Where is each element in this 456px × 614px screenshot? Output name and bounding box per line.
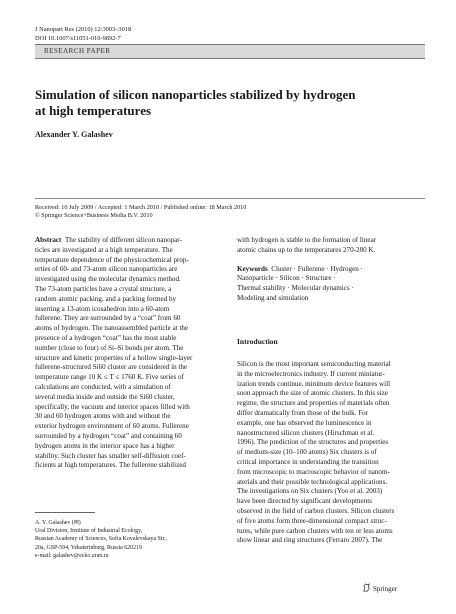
abstract-line: 30 and 60 hydrogen atoms with and without the bbox=[35, 412, 171, 421]
abstract-line: stability. Such cluster has smaller self-diffusion coef- bbox=[35, 451, 186, 460]
footnote-rule bbox=[35, 512, 95, 513]
abstract-line: fullerene-structured Si60 cluster are considered in the bbox=[35, 363, 188, 372]
intro-line: in the microelectronics industry. If current miniatur- bbox=[237, 369, 385, 378]
affiliation-line: Russian Academy of Sciences, Sofia Kovalevskaya Str., bbox=[35, 536, 168, 543]
journal-doi: DOI 10.1007/s11051-010-9892-7 bbox=[35, 34, 121, 42]
dates-top-rule bbox=[35, 198, 425, 199]
keywords-label: Keywords bbox=[237, 264, 268, 273]
intro-line: Silicon is the most important semiconducting material bbox=[237, 360, 391, 368]
title-line-2: at high temperatures bbox=[35, 102, 152, 118]
keywords-line: Nanoparticle · Silicon · Structure · bbox=[237, 274, 336, 283]
abstract-text: The stability of different silicon nanopar- bbox=[64, 236, 182, 244]
intro-line: have been directed by significant developments bbox=[237, 497, 372, 506]
intro-line: from microscopic to macroscopic behavior of nanom- bbox=[237, 467, 390, 476]
affiliation-line: Ural Division, Institute of Industrial Ecology, bbox=[35, 528, 143, 535]
abstract-line: specifically, the vacuum and interior spaces filled with bbox=[35, 402, 190, 411]
intro-line: ization trends continue, minimum device features will bbox=[237, 379, 391, 388]
abstract-line: temperature range 10 K ≤ T ≤ 1760 K. Five series of bbox=[35, 373, 184, 382]
abstract-line: surrounded by a hydrogen “coat” and containing 60 bbox=[35, 431, 182, 440]
abstract-line: erties of 60- and 73-atom silicon nanoparticles are bbox=[35, 265, 178, 274]
intro-line: 1996). The prediction of the structures and properties bbox=[237, 438, 389, 447]
introduction-body bbox=[237, 360, 425, 546]
abstract-line: exterior hydrogen environment of 60 atoms. Fullerene bbox=[35, 422, 189, 431]
journal-header bbox=[35, 26, 131, 43]
abstract-line: atoms of hydrogen. The nanoassembled particle at the bbox=[35, 324, 189, 333]
intro-line: show linear and ring structures (Ferraro 2007). The bbox=[237, 536, 383, 545]
intro-line: of five atoms form three-dimensional compact struc- bbox=[237, 516, 387, 525]
abstract-label: Abstract bbox=[35, 236, 62, 244]
publisher-mark bbox=[362, 583, 397, 593]
article-type-label: RESEARCH PAPER bbox=[44, 47, 111, 55]
intro-line: The investigations on Six clusters (Yoo et al. 2003) bbox=[237, 487, 383, 496]
corresponding-author: A. Y. Galashev (✉) bbox=[35, 520, 81, 526]
abstract-line: hydrogen atoms in the interior space has a higher bbox=[35, 441, 175, 450]
intro-line: observed in the field of carbon clusters. Silicon clusters bbox=[237, 506, 395, 515]
author-affiliation bbox=[35, 519, 167, 560]
abstract-line: random atomic packing, and a packing formed by bbox=[35, 294, 177, 303]
abstract-line: inserting a 13-atom icosahedron into a 60-atom bbox=[35, 304, 170, 313]
abstract-line: presence of a hydrogen “coat” has the most stable bbox=[35, 333, 177, 342]
author-email[interactable]: e-mail: galashev@ecko.uran.ru bbox=[35, 552, 109, 559]
intro-line: critical importance in understanding the transition bbox=[237, 457, 379, 466]
keywords-line: Thermal stability · Molecular dynamics · bbox=[237, 284, 354, 293]
abstract-line: investigated using the molecular dynamics method. bbox=[35, 275, 181, 284]
abstract-line: number (close to four) of Si–Si bonds per atom. The bbox=[35, 343, 184, 352]
keywords-line bbox=[237, 265, 425, 275]
abstract-line: fullerene. They are surrounded by a “coat” from 60 bbox=[35, 314, 181, 323]
springer-horse-icon bbox=[362, 583, 371, 592]
intro-line: nanostructured silicon clusters (Hirschman et al. bbox=[237, 428, 375, 437]
abstract-continued-line: with hydrogen is stable to the formation of linear bbox=[237, 236, 377, 244]
dates-line-1: Received: 10 July 2009 / Accepted: 1 March 2010 / Published online: 18 March 2010 bbox=[35, 204, 247, 211]
abstract-line: The 73-atom particles have a crystal structure, a bbox=[35, 284, 172, 293]
affiliation-line: 20a, GSP-594, Yekaterinburg, Russia 620219 bbox=[35, 544, 142, 551]
intro-line: tures, while pure carbon clusters with ten or less atoms bbox=[237, 526, 393, 535]
title-line-1: Simulation of silicon nanoparticles stabilized by hydrogen bbox=[35, 87, 356, 102]
abstract-column bbox=[35, 236, 228, 471]
publication-dates bbox=[35, 204, 246, 220]
intro-line: soon approach the size of atomic clusters. In this size bbox=[237, 389, 388, 398]
keywords-line: Modeling and simulation bbox=[237, 293, 309, 302]
intro-line: example, one has observed the luminescence in bbox=[237, 418, 372, 427]
introduction-heading: Introduction bbox=[237, 337, 278, 346]
right-column-top bbox=[237, 236, 425, 304]
abstract-line: calculations are conducted, with a simulation of bbox=[35, 382, 171, 391]
abstract-line bbox=[35, 236, 228, 246]
keywords-text: Cluster · Fullerene · Hydrogen · bbox=[271, 264, 363, 273]
author-name: Alexander Y. Galashev bbox=[35, 130, 113, 139]
abstract-line: ficients at high temperatures. The fullerene stabilized bbox=[35, 461, 186, 470]
abstract-line: structure and kinetic properties of a hollow single-layer bbox=[35, 353, 193, 362]
publisher-name: Springer bbox=[373, 585, 398, 593]
intro-line: differ dramatically from those of the bulk. For bbox=[237, 408, 369, 417]
article-type-banner bbox=[35, 44, 425, 59]
intro-line: regime, the structure and properties of materials often bbox=[237, 399, 390, 408]
abstract-line: ticles are investigated at a high temperature. The bbox=[35, 245, 173, 254]
abstract-line: temperature dependence of the physicochemical prop- bbox=[35, 255, 189, 264]
article-title bbox=[35, 87, 425, 118]
intro-line: of medium-size (10–100 atoms) Six clusters is of bbox=[237, 448, 377, 457]
abstract-continued-line: atomic chains up to the temperatures 270-280 K. bbox=[237, 245, 376, 254]
copyright-line: © Springer Science+Business Media B.V. 2010 bbox=[35, 212, 153, 219]
journal-citation: J Nanopart Res (2010) 12:3003–3018 bbox=[35, 26, 132, 33]
intro-line: aterials and their possible technological applications. bbox=[237, 477, 388, 486]
abstract-line: several media inside and outside the Si60 cluster, bbox=[35, 392, 175, 401]
